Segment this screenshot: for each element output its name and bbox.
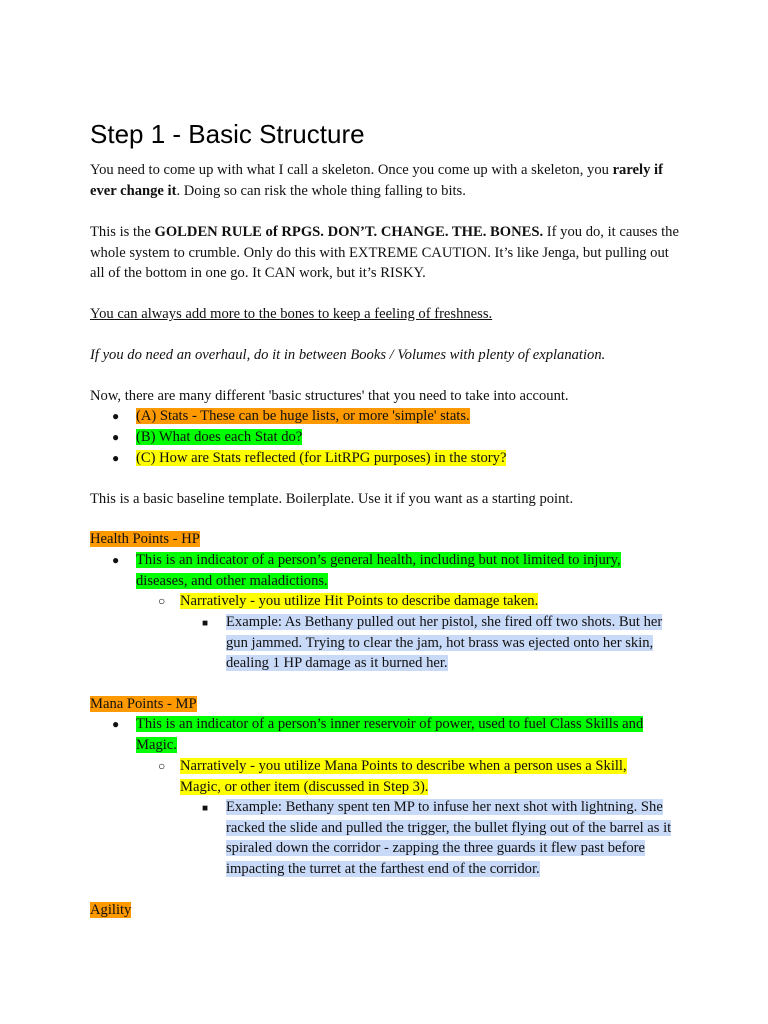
intro-p1-text-a: You need to come up with what I call a skeleton. Once you come up with a skeleton, you: [90, 162, 613, 178]
italic-note: If you do need an overhaul, do it in between Books / Volumes with plenty of explanation.: [90, 347, 606, 363]
list-item-text: (B) What does each Stat do?: [136, 429, 303, 445]
list-item-text: (A) Stats - These can be huge lists, or more 'simple' stats.: [136, 408, 470, 424]
hp-narrative: Narratively - you utilize Hit Points to describe damage taken.: [180, 593, 539, 609]
hp-example: Example: As Bethany pulled out her pistol, she fired off two shots. But her gun jammed. Trying to clear the jam, hot brass was ejected onto her skin, dealing 1 HP damage as it burned her.: [226, 614, 663, 672]
intro-p1-bold: rarely if ever change it: [90, 162, 663, 199]
golden-rule-paragraph: [90, 222, 682, 284]
mp-example: Example: Bethany spent ten MP to infuse her next shot with lightning. She racked the slide and pulled the trigger, the bullet flying out of the barrel as it spiraled down the corridor - zapping the three guards it flew past before impacting the turret at the farthest end of the corridor.: [226, 799, 672, 878]
section-heading-agility: [90, 900, 682, 921]
section-heading-text: Health Points - HP: [90, 531, 200, 547]
bullet-square-icon: ■: [202, 618, 209, 629]
section-heading-hp: [90, 529, 682, 550]
bullet-dot-icon: ●: [112, 451, 120, 465]
mp-description: This is an indicator of a person’s inner reservoir of power, used to fuel Class Skills and Magic.: [136, 716, 644, 753]
section-heading-text: Agility: [90, 902, 132, 918]
bullet-dot-icon: ●: [112, 717, 120, 731]
bullet-dot-icon: ●: [112, 430, 120, 444]
golden-rule-bold: GOLDEN RULE of RPGS. DON’T. CHANGE. THE. BONES.: [154, 224, 544, 240]
underlined-note: You can always add more to the bones to keep a feeling of freshness.: [90, 306, 493, 322]
bullet-square-icon: ■: [202, 803, 209, 814]
page-title: Step 1 - Basic Structure: [90, 119, 365, 149]
section-heading-mp: [90, 694, 682, 715]
hp-description: This is an indicator of a person’s general health, including but not limited to injury, diseases, and other maladictions.: [136, 552, 621, 589]
mp-narrative: Narratively - you utilize Mana Points to describe when a person uses a Skill, Magic, or other item (discussed in Step 3).: [180, 758, 627, 795]
golden-rule-text-a: This is the: [90, 224, 155, 240]
bullet-dot-icon: ●: [112, 553, 120, 567]
golden-rule-text-b: If you do, it causes the whole system to crumble. Only do this with EXTREME CAUTION. It’s like Jenga, but pulling out all of the bottom in one go. It CAN work, but it’s RISKY.: [90, 224, 679, 282]
intro-p1-text-b: . Doing so can risk the whole thing falling to bits.: [176, 182, 466, 199]
bullet-circle-icon: ○: [158, 759, 166, 773]
bullet-dot-icon: ●: [112, 409, 120, 423]
structures-intro: Now, there are many different 'basic structures' that you need to take into account.: [90, 388, 569, 404]
bullet-circle-icon: ○: [158, 594, 166, 608]
list-item-text: (C) How are Stats reflected (for LitRPG purposes) in the story?: [136, 450, 507, 466]
intro-paragraph-1: [90, 160, 682, 201]
section-heading-text: Mana Points - MP: [90, 696, 197, 712]
template-note: This is a basic baseline template. Boilerplate. Use it if you want as a starting point.: [90, 491, 574, 507]
